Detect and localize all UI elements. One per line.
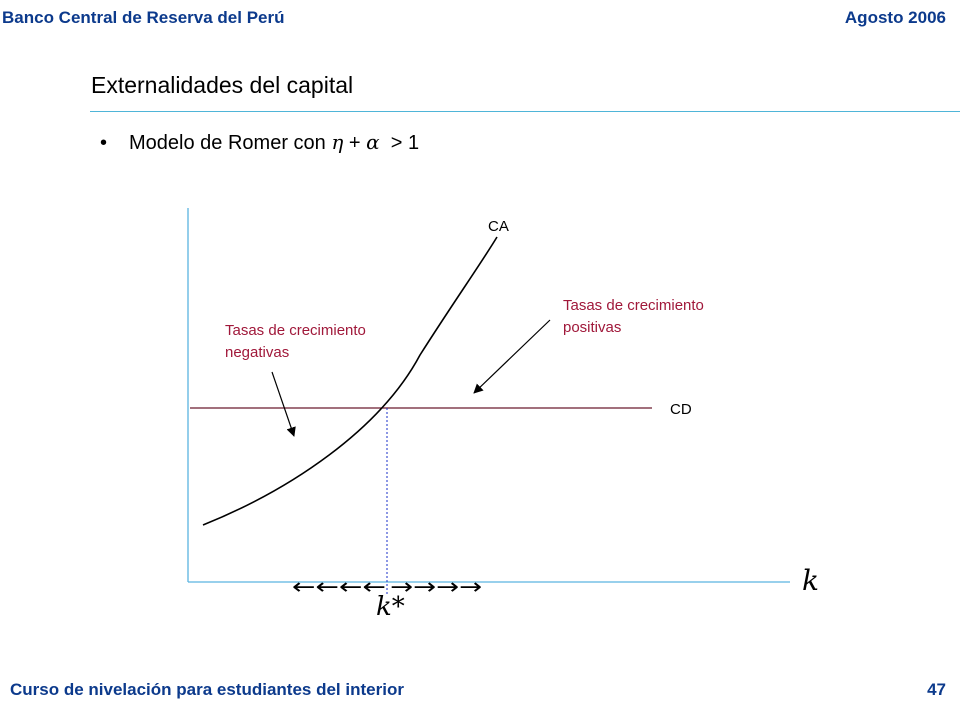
annotation-positive-line2: positivas	[563, 319, 622, 336]
kstar-label: k*	[376, 592, 405, 622]
header-date: Agosto 2006	[844, 8, 946, 27]
bullet-text: Modelo de Romer con	[129, 132, 326, 154]
plus-sign: +	[348, 132, 361, 154]
ca-label: CA	[488, 218, 509, 235]
annotation-positive-line1: Tasas de crecimiento	[563, 297, 704, 314]
slide-title: Externalidades del capital	[91, 72, 354, 98]
arrows-left-icon: ←←←←	[292, 575, 386, 600]
page-number: 47	[927, 680, 946, 699]
bullet-dot-icon: •	[100, 132, 108, 154]
footer-course: Curso de nivelación para estudiantes del interior	[10, 680, 404, 699]
arrow-negative-pointer	[272, 372, 294, 436]
ca-curve	[203, 237, 497, 525]
arrow-positive-pointer	[474, 320, 550, 393]
bullet-inequality: > 1	[390, 132, 420, 154]
cd-label: CD	[670, 401, 692, 418]
annotation-negative-line1: Tasas de crecimiento	[225, 322, 366, 339]
x-axis-label: k	[802, 564, 819, 597]
header-institution: Banco Central de Reserva del Perú	[2, 8, 285, 27]
eta-symbol: η	[331, 130, 344, 154]
arrows-right-icon: →→→→	[390, 575, 482, 600]
alpha-symbol: α	[366, 130, 380, 154]
annotation-negative-line2: negativas	[225, 344, 290, 361]
